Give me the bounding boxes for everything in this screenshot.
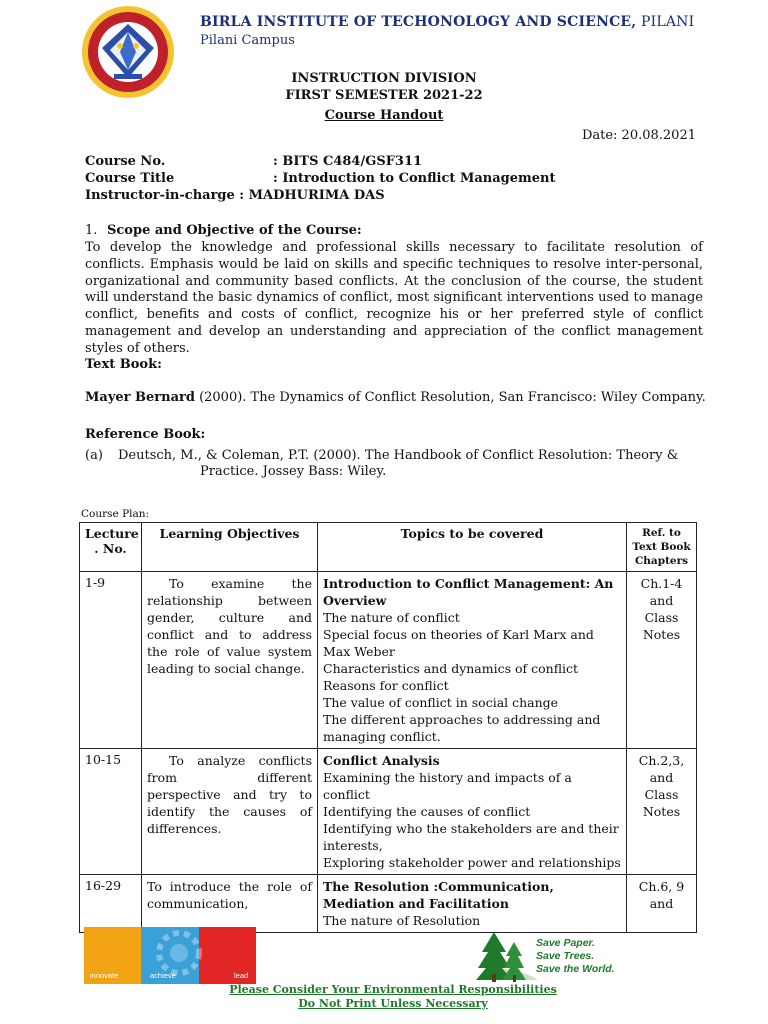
objective-cell	[142, 749, 318, 875]
objective-cell	[142, 572, 318, 749]
save-line-3: Save the World.	[536, 963, 615, 975]
ref-line: Ch.2,3,	[638, 753, 685, 768]
table-row	[80, 749, 697, 875]
banner-word-lead: lead	[234, 971, 249, 980]
topics-cell	[318, 572, 627, 749]
scope-paragraph: To develop the knowledge and professional skills necessary to facilitate resolution of conflicts. Emphasis would be laid on skills and specific techniques to resolve inter-personal, organizational and community based conflicts. At the conclusion of the course, the student will understand the basic dynamics of conflict, most significant interventions used to manage conflict, benefits and costs of conflict, recognize his or her preferred style of conflict management and develop an understanding and appreciation of the conflict management styles of others.	[85, 240, 703, 356]
topic-item: Special focus on theories of Karl Marx and Max Weber	[323, 627, 594, 659]
header-objectives: Learning Objectives	[142, 523, 318, 572]
header-topics: Topics to be covered	[318, 523, 627, 572]
objective-text: To examine the relationship between gender, culture and conflict and to address the role of value system leading to social change.	[147, 576, 312, 676]
lecture-cell: 16-29	[80, 875, 142, 933]
save-paper-logo	[472, 928, 662, 984]
topic-item: Identifying who the stakeholders are and their interests,	[323, 821, 619, 853]
header-ref	[627, 523, 697, 572]
ref-cell	[627, 875, 697, 933]
scope-title: Scope and Objective of the Course:	[107, 223, 362, 238]
ref-line: and	[649, 770, 674, 785]
institute-name-caps: BIRLA INSTITUTE OF TECHONOLOGY AND SCIENCE,	[200, 14, 637, 30]
course-no-label: Course No.	[85, 154, 166, 169]
reference-book-label: Reference Book:	[85, 427, 206, 442]
scope-number: 1.	[85, 223, 98, 238]
reference-line-2: Practice. Jossey Bass: Wiley.	[200, 464, 387, 479]
institute-name	[200, 14, 694, 30]
topics-cell	[318, 875, 627, 933]
ref-line: Class	[644, 610, 679, 625]
topic-item: Characteristics and dynamics of conflict	[323, 661, 579, 676]
reference-line-1: Deutsch, M., & Coleman, P.T. (2000). The Handbook of Conflict Resolution: Theory &	[118, 448, 679, 463]
text-book-details: (2000). The Dynamics of Conflict Resolution, San Francisco: Wiley Company.	[194, 390, 706, 405]
ref-cell	[627, 749, 697, 875]
course-no-row	[85, 154, 422, 169]
save-line-1: Save Paper.	[536, 937, 595, 949]
lecture-cell: 1-9	[80, 572, 142, 749]
topics-cell	[318, 749, 627, 875]
table-row	[80, 572, 697, 749]
topic-heading: The Resolution :Communication, Mediation and Facilitation	[323, 879, 554, 911]
reference-book-entry	[85, 448, 703, 480]
ref-line: Notes	[642, 804, 681, 819]
ref-line: Ch.1-4	[640, 576, 683, 591]
topic-item: Examining the history and impacts of a conflict	[323, 770, 572, 802]
text-book-label: Text Book:	[85, 357, 162, 372]
topic-item: The different approaches to addressing and managing conflict.	[323, 712, 601, 744]
course-title-value: : Introduction to Conflict Management	[273, 171, 556, 186]
ref-line: Notes	[642, 627, 681, 642]
footer-note-2: Do Not Print Unless Necessary	[298, 997, 488, 1010]
campus-name: Pilani Campus	[200, 33, 295, 48]
text-book-entry	[85, 390, 706, 405]
objective-text: To analyze conflicts from different perspective and try to identify the causes of differences.	[147, 753, 312, 836]
topic-heading: Conflict Analysis	[323, 753, 440, 768]
save-line-2: Save Trees.	[536, 950, 595, 962]
scope-heading	[85, 223, 362, 238]
topic-item: The value of conflict in social change	[323, 695, 559, 710]
handout-date: Date: 20.08.2021	[581, 128, 696, 143]
topic-item: Identifying the causes of conflict	[323, 804, 531, 819]
handout-title: Course Handout	[324, 108, 444, 123]
institute-city: PILANI	[636, 14, 695, 30]
ref-line: and	[649, 896, 674, 911]
instructor-row: Instructor-in-charge : MADHURIMA DAS	[85, 188, 385, 203]
header-ref-line: Ref. to	[642, 527, 681, 539]
reference-letter: (a)	[85, 448, 103, 463]
topic-item: Reasons for conflict	[323, 678, 449, 693]
banner-word-innovate: innovate	[90, 971, 119, 980]
header-ref-line: Chapters	[634, 555, 689, 567]
header-ref-line: Text Book	[632, 541, 691, 553]
footer-note-1: Please Consider Your Environmental Responsibilities	[229, 983, 557, 996]
innovate-achieve-lead-banner	[84, 927, 256, 984]
topic-item: The nature of conflict	[323, 610, 460, 625]
ref-cell	[627, 572, 697, 749]
course-title-row	[85, 171, 555, 186]
text-book-author: Mayer Bernard	[85, 390, 195, 405]
topic-heading: Introduction to Conflict Management: An Overview	[323, 576, 614, 608]
division-title: INSTRUCTION DIVISION	[291, 71, 477, 86]
table-header-row	[80, 523, 697, 572]
course-no-value: : BITS C484/GSF311	[273, 154, 423, 169]
table-row	[80, 875, 697, 933]
objective-cell: To introduce the role of communication,	[142, 875, 318, 933]
course-plan-table	[79, 522, 697, 933]
header-lecture: Lecture . No.	[80, 523, 142, 572]
banner-word-achieve: achieve	[150, 971, 176, 980]
topic-item: The nature of Resolution	[323, 913, 481, 928]
ref-line: Class	[644, 787, 679, 802]
course-plan-label: Course Plan:	[81, 508, 150, 520]
topic-item: Exploring stakeholder power and relationships	[323, 855, 621, 870]
semester-title: FIRST SEMESTER 2021-22	[285, 88, 483, 103]
course-title-label: Course Title	[85, 171, 175, 186]
lecture-cell: 10-15	[80, 749, 142, 875]
ref-line: and	[649, 593, 674, 608]
ref-line: Ch.6, 9	[638, 879, 685, 894]
